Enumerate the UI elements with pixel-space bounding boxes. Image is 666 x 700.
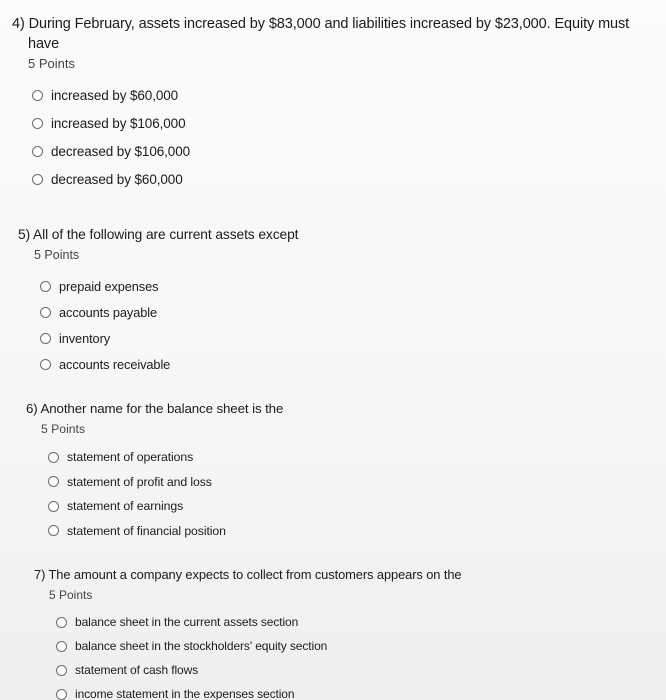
radio-button-icon[interactable] xyxy=(48,525,59,536)
radio-button-icon[interactable] xyxy=(40,333,51,344)
answer-option-label: accounts payable xyxy=(59,304,158,320)
question-title-line-1: 4) During February, assets increased by $83,000 and liabilities increased by $23,000. Equity must xyxy=(12,16,630,32)
answer-option-label: decreased by $60,000 xyxy=(51,171,183,187)
radio-button-icon[interactable] xyxy=(56,617,67,628)
answer-options xyxy=(34,610,634,700)
answer-option-b[interactable] xyxy=(48,470,626,495)
answer-option-label: inventory xyxy=(59,330,111,346)
answer-option-a[interactable] xyxy=(56,610,634,634)
question-points: 5 Points xyxy=(28,56,75,71)
answer-option-a[interactable] xyxy=(40,273,638,299)
answer-option-label: balance sheet in the current assets section xyxy=(75,615,299,629)
answer-option-c[interactable] xyxy=(40,325,638,351)
question-7 xyxy=(34,565,634,700)
answer-option-label: statement of profit and loss xyxy=(67,474,212,489)
answer-option-d[interactable] xyxy=(56,682,634,700)
radio-button-icon[interactable] xyxy=(56,689,67,700)
question-title: 7) The amount a company expects to collect from customers appears on the xyxy=(34,567,462,582)
radio-button-icon[interactable] xyxy=(40,307,51,318)
answer-option-b[interactable] xyxy=(40,299,638,325)
radio-button-icon[interactable] xyxy=(48,452,59,463)
radio-button-icon[interactable] xyxy=(48,476,59,487)
radio-button-icon[interactable] xyxy=(40,359,51,370)
radio-button-icon[interactable] xyxy=(32,90,43,101)
question-title-line-2: have xyxy=(28,36,60,52)
radio-button-icon[interactable] xyxy=(40,281,51,292)
answer-option-a[interactable] xyxy=(48,445,626,470)
answer-option-d[interactable] xyxy=(32,165,652,193)
question-title: 6) Another name for the balance sheet is the xyxy=(26,401,284,416)
answer-option-label: statement of operations xyxy=(67,450,194,465)
answer-options xyxy=(26,445,626,543)
answer-option-label: balance sheet in the stockholders' equity section xyxy=(75,639,328,653)
answer-option-label: decreased by $106,000 xyxy=(51,143,191,159)
answer-option-c[interactable] xyxy=(48,494,626,519)
answer-option-c[interactable] xyxy=(56,658,634,682)
question-points: 5 Points xyxy=(34,248,80,262)
radio-button-icon[interactable] xyxy=(32,118,43,129)
question-points: 5 Points xyxy=(41,422,86,436)
radio-button-icon[interactable] xyxy=(32,146,43,157)
answer-option-c[interactable] xyxy=(32,137,652,165)
answer-options xyxy=(12,81,652,193)
question-points: 5 Points xyxy=(49,588,93,602)
question-6 xyxy=(26,399,626,543)
question-4 xyxy=(12,14,652,193)
radio-button-icon[interactable] xyxy=(56,641,67,652)
answer-option-label: statement of cash flows xyxy=(75,663,199,677)
answer-option-d[interactable] xyxy=(40,351,638,377)
answer-option-label: increased by $60,000 xyxy=(51,87,179,103)
answer-options xyxy=(18,273,638,377)
answer-option-label: accounts receivable xyxy=(59,356,171,372)
answer-option-label: income statement in the expenses section xyxy=(75,687,295,700)
answer-option-label: statement of financial position xyxy=(67,523,226,538)
answer-option-b[interactable] xyxy=(56,634,634,658)
radio-button-icon[interactable] xyxy=(56,665,67,676)
answer-option-label: increased by $106,000 xyxy=(51,115,186,131)
radio-button-icon[interactable] xyxy=(32,174,43,185)
answer-option-d[interactable] xyxy=(48,519,626,544)
answer-option-b[interactable] xyxy=(32,109,652,137)
answer-option-a[interactable] xyxy=(32,81,652,109)
answer-option-label: prepaid expenses xyxy=(59,278,159,294)
answer-option-label: statement of earnings xyxy=(67,499,184,514)
question-title: 5) All of the following are current assets except xyxy=(18,227,299,242)
radio-button-icon[interactable] xyxy=(48,501,59,512)
question-title xyxy=(12,14,652,54)
question-5 xyxy=(18,225,638,377)
